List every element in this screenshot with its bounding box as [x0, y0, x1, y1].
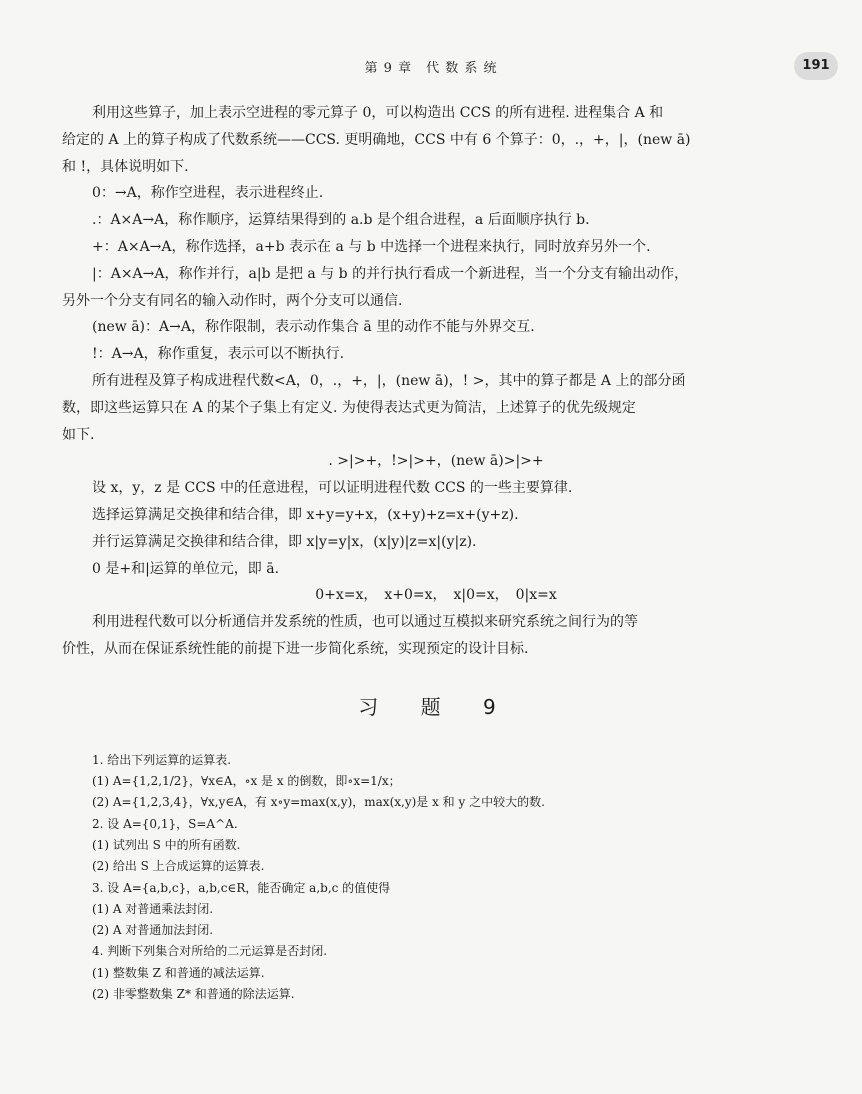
paragraph-line: 和 !，具体说明如下.	[62, 158, 189, 175]
page-header	[0, 54, 862, 78]
operator-replication: !：A→A，称作重复，表示可以不断执行.	[92, 346, 345, 363]
exercises-title: 习 题 9	[358, 694, 514, 719]
exercise-item: (2) 非零整数集 Z* 和普通的除法运算.	[92, 987, 295, 1001]
exercise-item: 4. 判断下列集合对所给的二元运算是否封闭.	[92, 944, 328, 959]
exercise-item: (2) A={1,2,3,4}，∀x,y∈A，有 x∘y=max(x,y)，max(x,y)是 x 和 y 之中较大的数.	[92, 795, 545, 810]
paragraph-line: 设 x，y，z 是 CCS 中的任意进程，可以证明进程代数 CCS 的一些主要算律.	[92, 480, 573, 497]
exercise-item: (2) 给出 S 上合成运算的运算表.	[92, 859, 265, 874]
paragraph-line: 另外一个分支有同名的输入动作时，两个分支可以通信.	[62, 292, 403, 309]
main-text	[62, 100, 810, 1005]
operator-sequence: .：A×A→A，称作顺序，运算结果得到的 a.b 是个组合进程，a 后面顺序执行 b.	[92, 212, 590, 229]
operator-zero: 0：→A，称作空进程，表示进程终止.	[92, 185, 324, 202]
page-number: 191	[794, 52, 838, 80]
paragraph-line: 如下.	[62, 426, 95, 443]
chapter-title: 第 9 章 代 数 系 统	[364, 61, 498, 76]
paragraph-line: 数，即这些运算只在 A 的某个子集上有定义. 为使得表达式更为简洁，上述算子的优先级规定	[62, 399, 636, 416]
paragraph-line: 所有进程及算子构成进程代数<A，0，.，+，|，(new ā)，! >，其中的算子都是 A 上的部分函	[92, 372, 686, 389]
unit-element: 0 是+和|运算的单位元，即 ā.	[92, 560, 280, 577]
exercise-item: 2. 设 A={0,1}，S=A^A.	[92, 816, 238, 831]
paragraph-line: 利用这些算子，加上表示空进程的零元算子 0，可以构造出 CCS 的所有进程. 进程集合 A 和	[92, 105, 664, 121]
exercise-item: (2) A 对普通加法封闭.	[92, 923, 214, 938]
paragraph-line: 利用进程代数可以分析通信并发系统的性质，也可以通过互模拟来研究系统之间行为的等	[92, 614, 638, 631]
exercise-item: 3. 设 A={a,b,c}，a,b,c∈R，能否确定 a,b,c 的值使得	[92, 880, 391, 895]
choice-laws: 选择运算满足交换律和结合律，即 x+y=y+x，(x+y)+z=x+(y+z).	[92, 506, 519, 523]
operator-parallel: |：A×A→A，称作并行，a|b 是把 a 与 b 的并行执行看成一个新进程，当一个分支有输出动作，	[92, 265, 689, 282]
parallel-laws: 并行运算满足交换律和结合律，即 x|y=y|x，(x|y)|z=x|(y|z).	[92, 533, 477, 550]
operator-restriction: (new ā)：A→A，称作限制，表示动作集合 ā 里的动作不能与外界交互.	[92, 319, 535, 336]
exercise-list	[62, 750, 810, 1006]
exercise-item: (1) A 对普通乘法封闭.	[92, 901, 214, 916]
paragraph-line: 给定的 A 上的算子构成了代数系统——CCS. 更明确地，CCS 中有 6 个算子：0，.，+，|，(new ā)	[62, 131, 691, 148]
exercise-item: (1) 整数集 Z 和普通的减法运算.	[92, 965, 265, 980]
paragraph-line: 价性，从而在保证系统性能的前提下进一步简化系统，实现预定的设计目标.	[62, 640, 529, 657]
exercise-item: (1) 试列出 S 中的所有函数.	[92, 837, 241, 852]
exercise-item: 1. 给出下列运算的运算表.	[92, 752, 232, 767]
precedence-formula: . >|>+，!>|>+，(new ā)>|>+	[328, 453, 544, 470]
exercise-item: (1) A={1,2,1/2}，∀x∈A，∘x 是 x 的倒数，即∘x=1/x；	[92, 774, 401, 789]
operator-choice: +：A×A→A，称作选择，a+b 表示在 a 与 b 中选择一个进程来执行，同时放弃另外一个.	[92, 238, 651, 255]
unit-formula: 0+x=x， x+0=x， x|0=x， 0|x=x	[315, 587, 557, 604]
